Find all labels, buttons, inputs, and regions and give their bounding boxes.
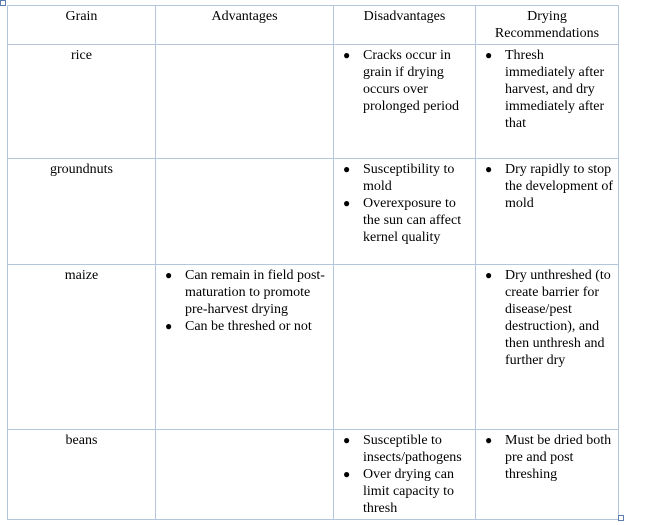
bullet-icon: ● [165,268,173,282]
bullet-list [480,267,614,369]
bullet-list [338,161,471,246]
list-item [338,432,471,466]
bullet-list [480,47,614,132]
advantages-cell [156,159,334,265]
list-item-text: Over drying can limit capacity to thresh [363,467,454,516]
table-move-handle[interactable] [0,0,6,6]
bullet-icon: ● [343,162,351,176]
list-item [480,47,614,132]
list-item [160,267,329,318]
bullet-icon: ● [485,268,493,282]
bullet-icon: ● [485,433,493,447]
list-item [338,161,471,195]
advantages-cell [156,45,334,159]
disadvantages-cell [334,45,476,159]
bullet-list [480,161,614,212]
table-row [8,265,619,430]
advantages-cell [156,265,334,430]
bullet-icon: ● [165,319,173,333]
list-item-text: Must be dried both pre and post threshing [505,433,612,482]
header-row [8,6,619,45]
drying-cell [476,45,619,159]
header-drying-recommendations: Drying Recommendations [476,6,619,45]
bullet-icon: ● [343,467,351,481]
bullet-list [338,47,471,115]
advantages-cell [156,430,334,520]
list-item [338,47,471,115]
bullet-list [338,432,471,517]
bullet-icon: ● [485,48,493,62]
grain-cell: maize [8,265,156,430]
bullet-icon: ● [343,196,351,210]
list-item-text: Dry rapidly to stop the development of mold [505,162,614,211]
header-grain: Grain [8,6,156,45]
table-row [8,45,619,159]
bullet-list [480,432,614,483]
list-item-text: Dry unthreshed (to create barrier for disease/pest destruction), and then unthresh and further dry [505,268,611,368]
bullet-icon: ● [343,48,351,62]
grain-cell: rice [8,45,156,159]
drying-cell [476,430,619,520]
table-row [8,430,619,520]
grain-drying-table [7,5,619,520]
table-resize-handle[interactable] [618,515,624,521]
table-row [8,159,619,265]
disadvantages-cell [334,159,476,265]
list-item-text: Susceptible to insects/pathogens [363,433,462,465]
list-item-text: Cracks occur in grain if drying occurs over prolonged period [363,48,460,114]
list-item-text: Overexposure to the sun can affect kernel quality [363,196,462,245]
list-item [338,195,471,246]
bullet-list [160,267,329,335]
grain-cell: beans [8,430,156,520]
list-item-text: Can remain in field post-maturation to promote pre-harvest drying [185,268,325,317]
list-item-text: Thresh immediately after harvest, and dry immediately after that [505,48,605,131]
drying-cell [476,159,619,265]
disadvantages-cell [334,265,476,430]
header-disadvantages: Disadvantages [334,6,476,45]
bullet-icon: ● [485,162,493,176]
table-body [8,45,619,520]
list-item-text: Can be threshed or not [185,319,312,334]
list-item [480,432,614,483]
list-item [480,161,614,212]
list-item-text: Susceptibility to mold [363,162,455,194]
list-item [338,466,471,517]
grain-cell: groundnuts [8,159,156,265]
drying-cell [476,265,619,430]
bullet-icon: ● [343,433,351,447]
list-item [480,267,614,369]
header-advantages: Advantages [156,6,334,45]
list-item [160,318,329,335]
disadvantages-cell [334,430,476,520]
